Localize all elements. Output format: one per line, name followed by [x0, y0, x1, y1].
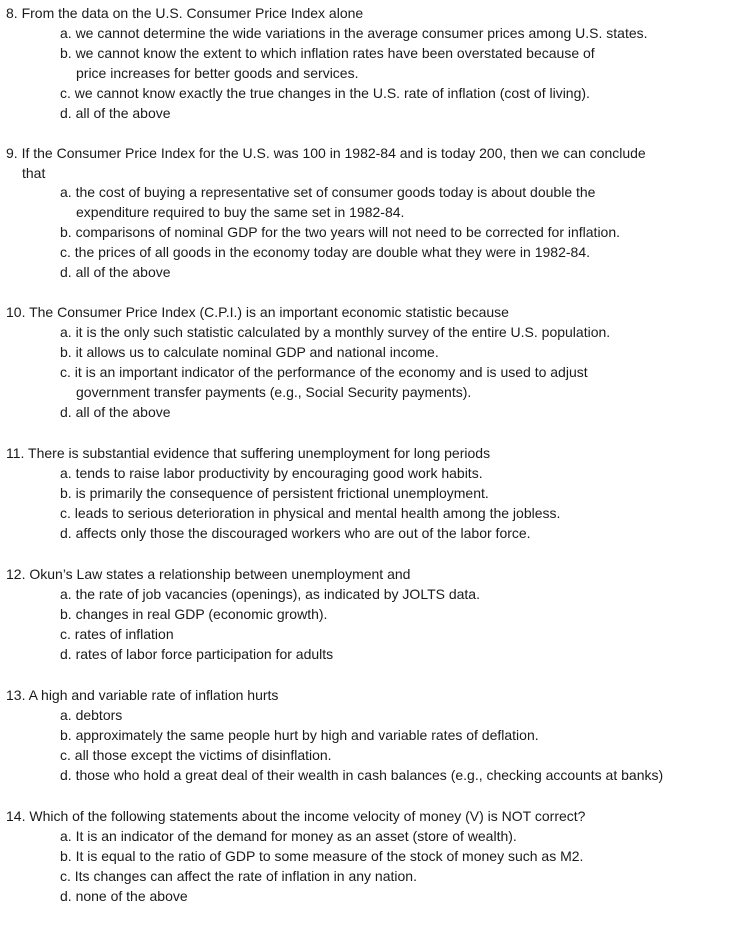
option-b	[60, 342, 730, 362]
option-a	[60, 322, 730, 342]
option-d	[60, 644, 730, 664]
stem-line: 9. If the Consumer Price Index for the U.S. was 100 in 1982-84 and is today 200, then we can conclude	[6, 145, 646, 161]
option-b	[60, 43, 730, 83]
option-line-continued: expenditure required to buy the same set in 1982-84.	[76, 204, 405, 220]
question-stem	[6, 143, 726, 183]
option-line: c. Its changes can affect the rate of inflation in any nation.	[60, 868, 417, 884]
question-stem	[6, 443, 726, 463]
option-c	[60, 503, 730, 523]
option-a	[60, 182, 730, 222]
option-line: a. the rate of job vacancies (openings), as indicated by JOLTS data.	[60, 586, 480, 602]
question-stem	[6, 806, 726, 826]
option-d	[60, 765, 730, 785]
option-line: a. the cost of buying a representative set of consumer goods today is about double the	[60, 184, 596, 200]
option-d	[60, 402, 730, 422]
option-line: d. all of the above	[60, 404, 171, 420]
option-line: c. we cannot know exactly the true changes in the U.S. rate of inflation (cost of living).	[60, 85, 590, 101]
option-line: d. those who hold a great deal of their wealth in cash balances (e.g., checking accounts at banks)	[60, 767, 664, 783]
option-line: b. changes in real GDP (economic growth).	[60, 606, 328, 622]
option-line-continued: price increases for better goods and services.	[76, 65, 359, 81]
option-b	[60, 725, 730, 745]
option-line: c. leads to serious deterioration in physical and mental health among the jobless.	[60, 505, 561, 521]
option-line: c. all those except the victims of disinflation.	[60, 747, 332, 763]
stem-line: 13. A high and variable rate of inflation hurts	[6, 687, 279, 703]
option-d	[60, 523, 730, 543]
option-b	[60, 846, 730, 866]
option-line: d. all of the above	[60, 264, 171, 280]
option-line: b. is primarily the consequence of persistent frictional unemployment.	[60, 485, 489, 501]
option-line: d. all of the above	[60, 105, 171, 121]
option-line: b. It is equal to the ratio of GDP to some measure of the stock of money such as M2.	[60, 848, 584, 864]
option-line: a. It is an indicator of the demand for money as an asset (store of wealth).	[60, 828, 517, 844]
option-line: a. tends to raise labor productivity by encouraging good work habits.	[60, 465, 483, 481]
option-b	[60, 483, 730, 503]
stem-line-continued: that	[22, 165, 46, 181]
option-line: a. debtors	[60, 707, 123, 723]
option-a	[60, 23, 730, 43]
option-c	[60, 745, 730, 765]
option-line: c. rates of inflation	[60, 626, 174, 642]
option-a	[60, 584, 730, 604]
option-d	[60, 262, 730, 282]
stem-line: 10. The Consumer Price Index (C.P.I.) is an important economic statistic because	[6, 304, 509, 320]
option-a	[60, 826, 730, 846]
stem-line: 11. There is substantial evidence that suffering unemployment for long periods	[6, 445, 491, 461]
option-line: c. the prices of all goods in the economy today are double what they were in 1982-84.	[60, 244, 590, 260]
question-stem	[6, 302, 726, 322]
option-b	[60, 604, 730, 624]
option-c	[60, 83, 730, 103]
option-line: b. comparisons of nominal GDP for the two years will not need to be corrected for inflation.	[60, 224, 621, 240]
option-line: d. none of the above	[60, 888, 188, 904]
question-stem	[6, 685, 726, 705]
option-d	[60, 886, 730, 906]
option-line: b. it allows us to calculate nominal GDP and national income.	[60, 344, 439, 360]
option-c	[60, 242, 730, 262]
stem-line: 8. From the data on the U.S. Consumer Price Index alone	[6, 5, 364, 21]
option-line: c. it is an important indicator of the performance of the economy and is used to adjust	[60, 364, 588, 380]
option-c	[60, 362, 730, 402]
question-stem	[6, 564, 726, 584]
stem-line: 14. Which of the following statements about the income velocity of money (V) is NOT correct?	[6, 808, 586, 824]
option-line: b. approximately the same people hurt by high and variable rates of deflation.	[60, 727, 539, 743]
option-line: a. it is the only such statistic calculated by a monthly survey of the entire U.S. population.	[60, 324, 611, 340]
option-a	[60, 463, 730, 483]
option-b	[60, 222, 730, 242]
option-d	[60, 103, 730, 123]
stem-line: 12. Okun’s Law states a relationship between unemployment and	[6, 566, 411, 582]
option-line: d. affects only those the discouraged workers who are out of the labor force.	[60, 525, 531, 541]
option-line: b. we cannot know the extent to which inflation rates have been overstated because of	[60, 45, 595, 61]
option-c	[60, 624, 730, 644]
option-line-continued: government transfer payments (e.g., Social Security payments).	[76, 384, 472, 400]
option-line: a. we cannot determine the wide variations in the average consumer prices among U.S. states.	[60, 25, 648, 41]
question-stem	[6, 3, 726, 23]
option-line: d. rates of labor force participation for adults	[60, 646, 334, 662]
option-c	[60, 866, 730, 886]
option-a	[60, 705, 730, 725]
